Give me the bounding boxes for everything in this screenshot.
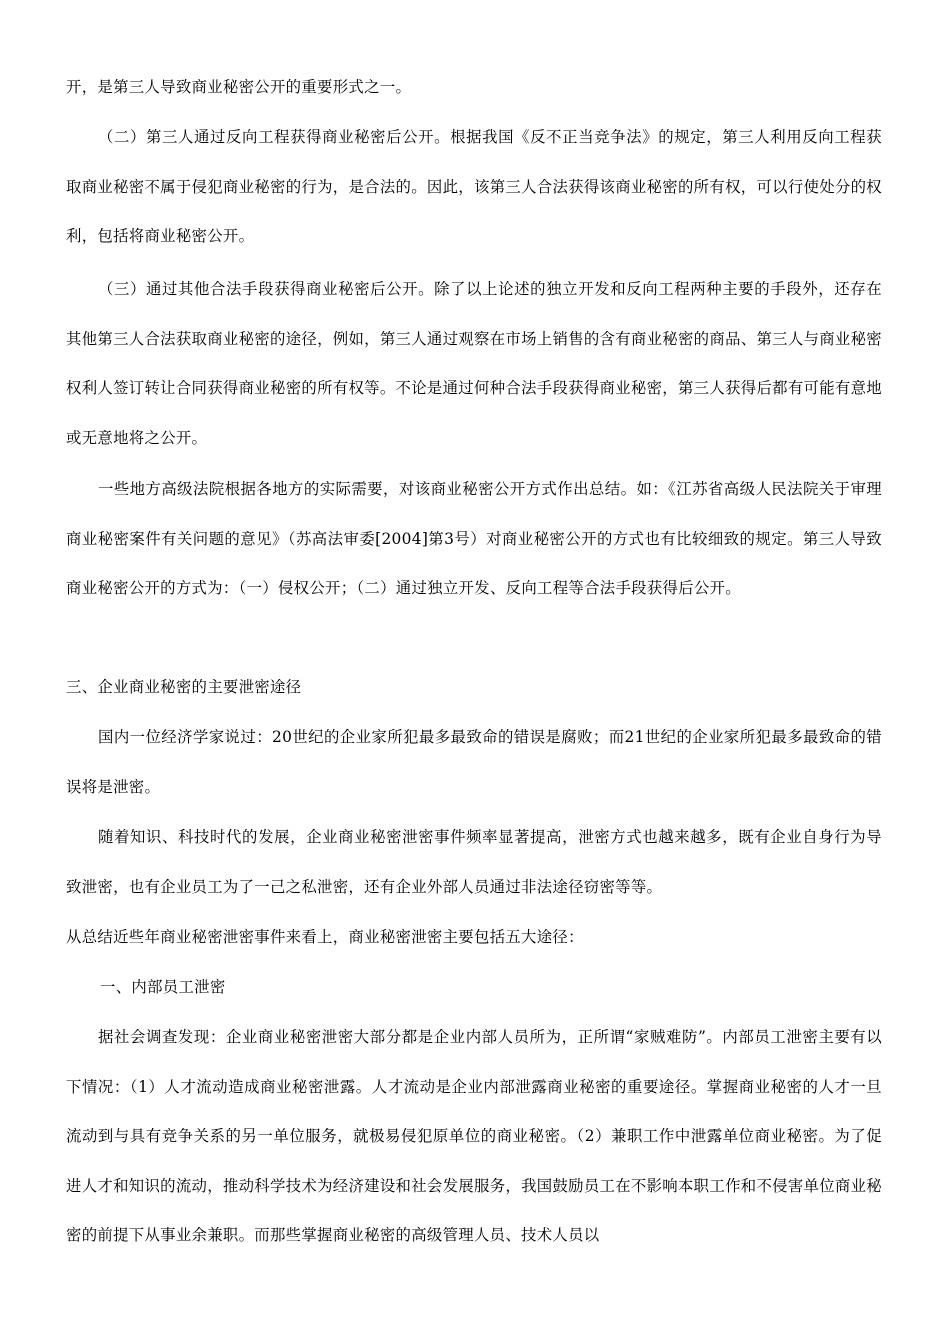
- section-heading-leak-channels: 三、企业商业秘密的主要泄密途径: [66, 678, 302, 696]
- paragraph-economist-quote: 国内一位经济学家说过：20世纪的企业家所犯最多最致命的错误是腐败；而21世纪的企业家所犯最多最致命的错误将是泄密。: [66, 728, 882, 796]
- subheading-internal-employees: 一、内部员工泄密: [100, 978, 226, 996]
- paragraph-internal-leak-details: 据社会调查发现：企业商业秘密泄密大部分都是企业内部人员所为，正所谓“家贼难防”。内部员工泄密主要有以下情况：（1）人才流动造成商业秘密泄露。人才流动是企业内部泄露商业秘密的重要途径。掌握商业秘密的人才一旦流动到与具有竞争关系的另一单位服务，就极易侵犯原单位的商业秘密。（2）兼职工作中泄露单位商业秘密。为了促进人才和知识的流动，推动科学技术为经济建设和社会发展服务，我国鼓励员工在不影响本职工作和不侵害单位商业秘密的前提下从事业余兼职。而那些掌握商业秘密的高级管理人员、技术人员以: [66, 1028, 882, 1244]
- paragraph-reverse-engineering: （二）第三人通过反向工程获得商业秘密后公开。根据我国《反不正当竞争法》的规定，第三人利用反向工程获取商业秘密不属于侵犯商业秘密的行为，是合法的。因此，该第三人合法获得该商业秘密的所有权，可以行使处分的权利，包括将商业秘密公开。: [66, 128, 882, 245]
- paragraph-other-legal-means: （三）通过其他合法手段获得商业秘密后公开。除了以上论述的独立开发和反向工程两种主要的手段外，还存在其他第三人合法获取商业秘密的途径，例如，第三人通过观察在市场上销售的含有商业秘密的商品、第三人与商业秘密权利人签订转让合同获得商业秘密的所有权等。不论是通过何种合法手段获得商业秘密，第三人获得后都有可能有意地或无意地将之公开。: [66, 280, 882, 447]
- paragraph-leak-frequency: 随着知识、科技时代的发展，企业商业秘密泄密事件频率显著提高，泄密方式也越来越多，既有企业自身行为导致泄密，也有企业员工为了一己之私泄密，还有企业外部人员通过非法途径窃密等等。: [66, 828, 882, 896]
- paragraph-local-courts: 一些地方高级法院根据各地方的实际需要，对该商业秘密公开方式作出总结。如：《江苏省高级人民法院关于审理商业秘密案件有关问题的意见》（苏高法审委[2004]第3号）对商业秘密公开的方式也有比较细致的规定。第三人导致商业秘密公开的方式为：（一）侵权公开；（二）通过独立开发、反向工程等合法手段获得后公开。: [66, 480, 882, 597]
- paragraph-five-channels: 从总结近些年商业秘密泄密事件来看上，商业秘密泄密主要包括五大途径：: [66, 928, 584, 946]
- paragraph-continuation: 开，是第三人导致商业秘密公开的重要形式之一。: [66, 78, 412, 96]
